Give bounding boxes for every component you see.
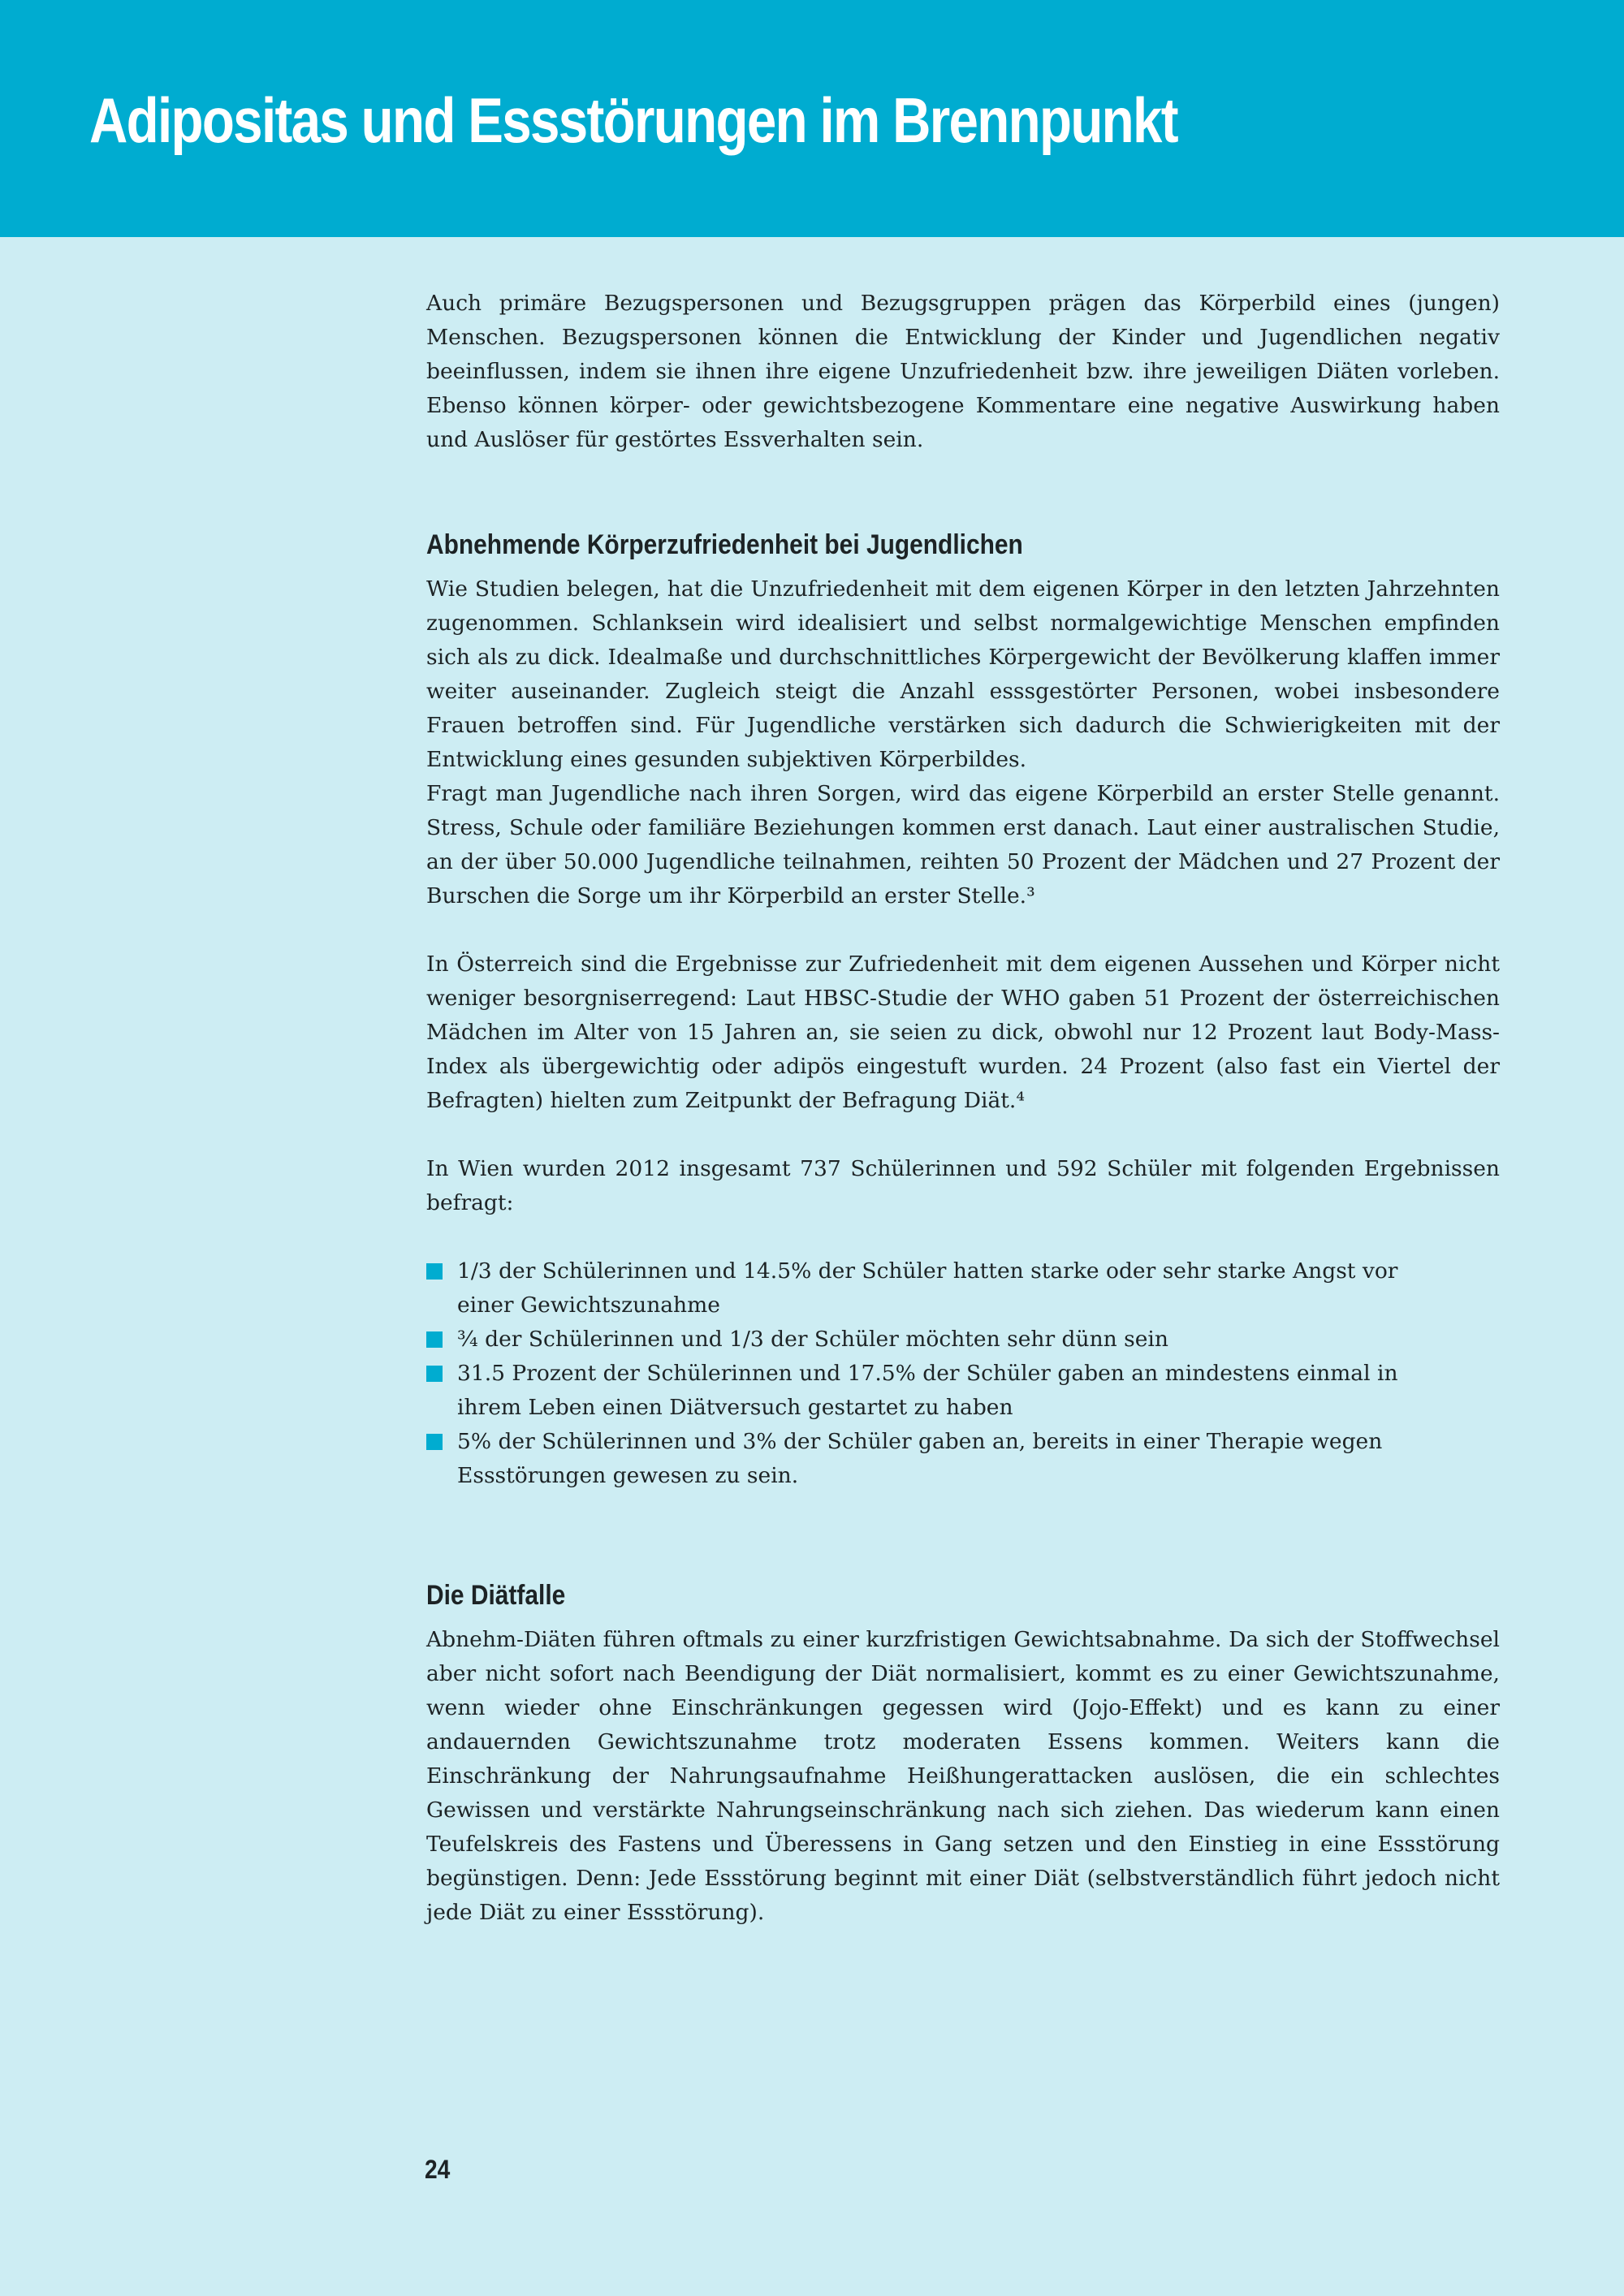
results-list: [426, 1254, 1449, 1493]
list-item-text: ¾ der Schülerinnen und 1/3 der Schüler möchten sehr dünn sein: [457, 1327, 1168, 1352]
list-item: [426, 1425, 1449, 1493]
list-item: [426, 1357, 1449, 1425]
list-item-text: 1/3 der Schülerinnen und 14.5% der Schüler hatten starke oder sehr starke Angst vor einer Gewichtszunahme: [457, 1258, 1398, 1318]
square-bullet-icon: [426, 1263, 443, 1280]
list-item-text: 5% der Schülerinnen und 3% der Schüler gaben an, bereits in einer Therapie wegen Essstörungen gewesen zu sein.: [457, 1429, 1383, 1488]
paragraph-oesterreich: In Österreich sind die Ergebnisse zur Zufriedenheit mit dem eigenen Aussehen und Körper nicht weniger besorgniserregend: Laut HBSC-Studie der WHO gaben 51 Prozent der österreichischen Mädchen im Alter von 15 Jahren an, sie seien zu dick, obwohl nur 12 Prozent laut Body-Mass-Index als übergewichtig oder adipös eingestuft wurden. 24 Prozent (also fast ein Viertel der Befragten) hielten zum Zeitpunkt der Befragung Diät.⁴: [426, 952, 1500, 1113]
list-item: [426, 1323, 1449, 1357]
square-bullet-icon: [426, 1366, 443, 1382]
paragraph-wien: In Wien wurden 2012 insgesamt 737 Schülerinnen und 592 Schüler mit folgenden Ergebnissen befragt:: [426, 1156, 1500, 1215]
paragraph-sorgen: Fragt man Jugendliche nach ihren Sorgen, wird das eigene Körperbild an erster Stelle genannt. Stress, Schule oder familiäre Beziehungen kommen erst danach. Laut einer australischen Studie, an der über 50.000 Jugendliche teilnahmen, reihten 50 Prozent der Mädchen und 27 Prozent der Burschen die Sorge um ihr Körperbild an erster Stelle.³: [426, 781, 1500, 908]
intro-paragraph: Auch primäre Bezugspersonen und Bezugsgruppen prägen das Körperbild eines (jungen) Menschen. Bezugspersonen können die Entwicklung der Kinder und Jugendlichen negativ beeinflussen, indem sie ihnen ihre eigene Unzufriedenheit bzw. ihre jeweiligen Diäten vorleben. Ebenso können körper- oder gewichtsbezogene Kommentare eine negative Auswirkung haben und Auslöser für gestörtes Essverhalten sein.: [426, 291, 1500, 452]
paragraph-diaetfalle: Abnehm-Diäten führen oftmals zu einer kurzfristigen Gewichtsabnahme. Da sich der Stoffwechsel aber nicht sofort nach Beendigung der Diät normalisiert, kommt es zu einer Gewichtszunahme, wenn wieder ohne Einschränkungen gegessen wird (Jojo-Effekt) und es kann zu einer andauernden Gewichtszunahme trotz moderaten Essens kommen. Weiters kann die Einschränkung der Nahrungsaufnahme Heißhungerattacken auslösen, die ein schlechtes Gewissen und verstärkte Nahrungseinschränkung nach sich ziehen. Das wiederum kann einen Teufelskreis des Fastens und Überessens in Gang setzen und den Einstieg in eine Essstörung begünstigen. Denn: Jede Essstörung beginnt mit einer Diät (selbstverständlich führt jedoch nicht jede Diät zu einer Essstörung).: [426, 1627, 1500, 1925]
header-band: [0, 0, 1624, 237]
page-title: Adipositas und Essstörungen im Brennpunkt: [89, 84, 1177, 156]
square-bullet-icon: [426, 1434, 443, 1450]
paragraph-studien: Wie Studien belegen, hat die Unzufriedenheit mit dem eigenen Körper in den letzten Jahrzehnten zugenommen. Schlanksein wird idealisiert und selbst normalgewichtige Menschen empfinden sich als zu dick. Idealmaße und durchschnittliches Körpergewicht der Bevölkerung klaffen immer weiter auseinander. Zugleich steigt die Anzahl esssgestörter Personen, wobei insbesondere Frauen betroffen sind. Für Jugendliche verstärken sich dadurch die Schwierigkeiten mit der Entwicklung eines gesunden subjektiven Körperbildes.: [426, 576, 1500, 772]
square-bullet-icon: [426, 1331, 443, 1348]
section-heading-diaetfalle: Die Diätfalle: [426, 1580, 566, 1611]
section-heading-koerperzufriedenheit: Abnehmende Körperzufriedenheit bei Jugendlichen: [426, 529, 1023, 560]
list-item: [426, 1254, 1449, 1323]
main-content: [426, 287, 1500, 1930]
page-number: 24: [425, 2155, 451, 2184]
list-item-text: 31.5 Prozent der Schülerinnen und 17.5% der Schüler gaben an mindestens einmal in ihrem Leben einen Diätversuch gestartet zu haben: [457, 1361, 1398, 1420]
